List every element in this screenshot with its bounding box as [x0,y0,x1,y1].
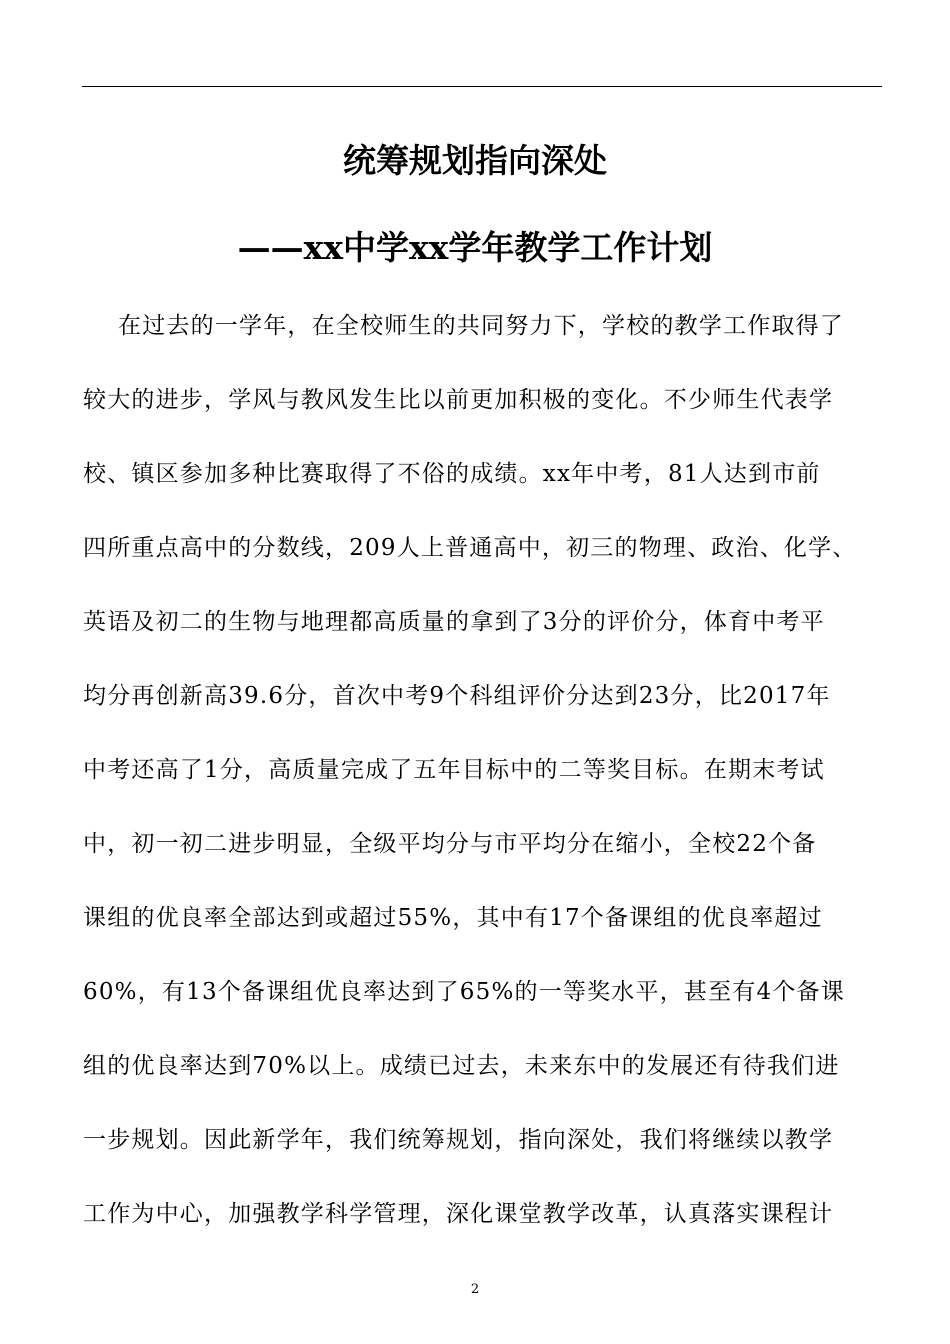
paragraph-line: 均分再创新高39.6分，首次中考9个科组评价分达到23分，比2017年 [83,683,831,709]
paragraph-line: 一步规划。因此新学年，我们统筹规划，指向深处，我们将继续以教学 [83,1127,834,1153]
paragraph-line: 工作为中心，加强教学科学管理，深化课堂教学改革，认真落实课程计 [83,1201,834,1227]
paragraph-line: 中考还高了1分，高质量完成了五年目标中的二等奖目标。在期末考试 [83,757,825,783]
page-number: 2 [470,1282,480,1297]
document-title: 统筹规划指向深处 [343,141,607,180]
paragraph-line: 四所重点高中的分数线，209人上普通高中，初三的物理、政治、化学、 [83,535,857,561]
paragraph-line: 组的优良率达到70%以上。成绩已过去，未来东中的发展还有待我们进 [83,1053,840,1079]
paragraph-line: 课组的优良率全部达到或超过55%，其中有17个备课组的优良率超过 [83,905,823,931]
body-text [83,302,883,1264]
paragraph-line: 60%，有13个备课组优良率达到了65%的一等奖水平，甚至有4个备课 [83,979,845,1005]
paragraph-line: 英语及初二的生物与地理都高质量的拿到了3分的评价分，体育中考平 [83,609,825,635]
paragraph-line: 校、镇区参加多种比赛取得了不俗的成绩。xx年中考，81人达到市前 [83,461,821,487]
header-rule [82,86,882,87]
paragraph-line: 在过去的一学年，在全校师生的共同努力下，学校的教学工作取得了 [118,313,844,339]
document-subtitle: ——xx中学xx学年教学工作计划 [237,228,713,267]
paragraph-line: 中，初一初二进步明显，全级平均分与市平均分在缩小，全校22个备 [83,831,817,857]
paragraph-line: 较大的进步，学风与教风发生比以前更加积极的变化。不少师生代表学 [83,387,834,413]
